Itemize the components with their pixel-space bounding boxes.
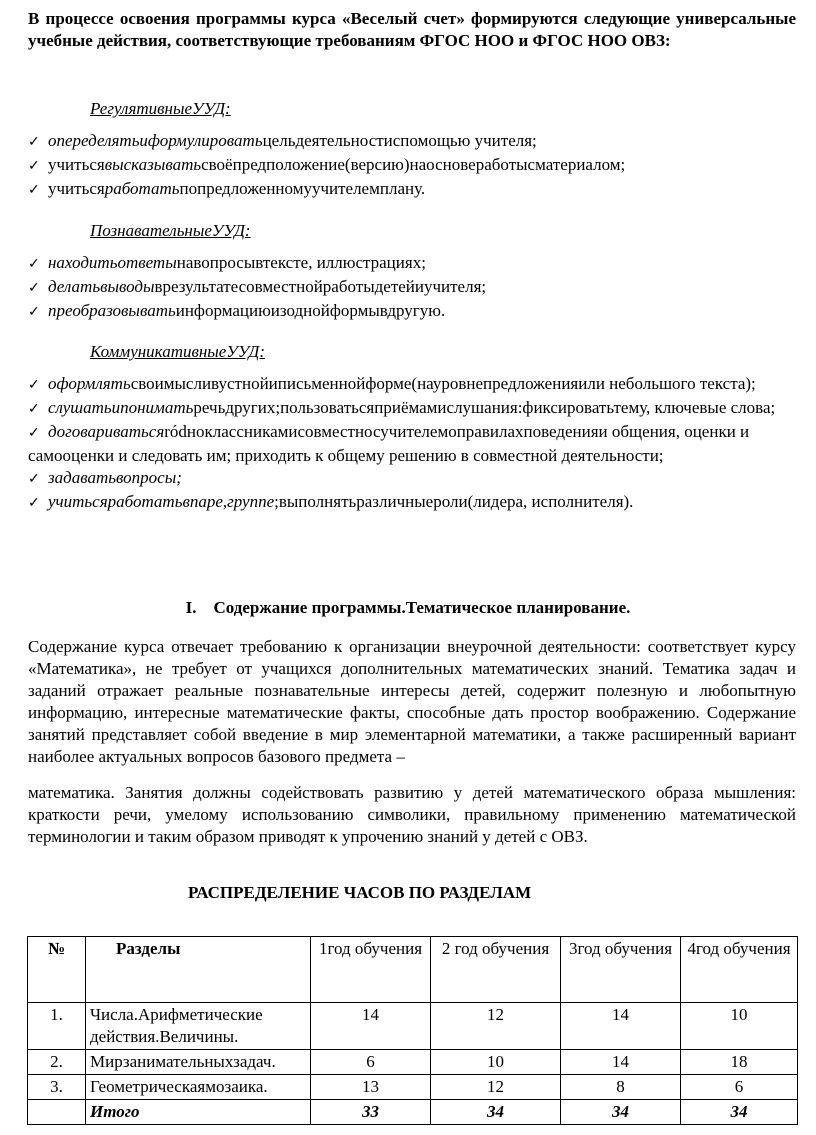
item-verb: учитьсяработатьвпаре,группе — [48, 492, 275, 511]
checkmark-icon: ✓ — [28, 472, 40, 487]
table-cell: 34 — [681, 1100, 798, 1125]
table-row — [28, 1075, 798, 1100]
item-text: учиться — [48, 179, 105, 198]
item-verb: работать — [104, 179, 180, 198]
item-text: ródноклассникамисовместносучителемоправилахповеденияи общения, оценки и самооценки и следовать им; приходить к общему решению в совместной деятельности; — [28, 422, 750, 465]
table-cell: 10 — [431, 1050, 561, 1075]
list-item — [28, 300, 796, 324]
table-cell: 10 — [681, 1003, 798, 1050]
item-text: цельдеятельностиспомощью учителя; — [262, 131, 537, 150]
table-cell: 12 — [431, 1075, 561, 1100]
item-text: врезультатесовместнойработыдетейиучителя; — [154, 277, 487, 296]
item-verb: задаватьвопросы; — [48, 468, 182, 487]
hours-table — [27, 936, 798, 1125]
table-cell: 8 — [561, 1075, 681, 1100]
table-cell: 33 — [311, 1100, 431, 1125]
table-title: РАСПРЕДЕЛЕНИЕ ЧАСОВ ПО РАЗДЕЛАМ — [188, 883, 532, 902]
table-cell: 34 — [431, 1100, 561, 1125]
section-heading — [0, 597, 816, 619]
item-text: речьдругих;пользоватьсяприёмамислушания:фиксироватьтему, ключевые слова; — [193, 398, 776, 417]
table-cell: 34 — [561, 1100, 681, 1125]
header-cell: № — [28, 937, 86, 1003]
table-header-row — [28, 937, 798, 1003]
table-cell: 12 — [431, 1003, 561, 1050]
table-cell: 6 — [311, 1050, 431, 1075]
item-text: попредложенномуучителемплану. — [179, 179, 426, 198]
checkmark-icon: ✓ — [28, 305, 40, 320]
item-verb: опеределятьиформулировать — [48, 131, 263, 150]
checkmark-icon: ✓ — [28, 496, 40, 511]
table-cell: 14 — [561, 1003, 681, 1050]
checkmark-icon: ✓ — [28, 426, 40, 441]
table-cell: 3. — [28, 1075, 86, 1100]
uud-list — [28, 252, 796, 324]
item-verb: договариваться — [48, 422, 165, 441]
item-verb: преобразовывать — [48, 301, 176, 320]
table-cell — [28, 1100, 86, 1125]
table-cell: 14 — [311, 1003, 431, 1050]
uud-list — [28, 373, 796, 515]
table-cell: 2. — [28, 1050, 86, 1075]
item-text: ;выполнятьразличныероли(лидера, исполнителя). — [274, 492, 634, 511]
table-cell: 18 — [681, 1050, 798, 1075]
table-cell: Геометрическаямозаика. — [86, 1075, 311, 1100]
table-row — [28, 1050, 798, 1075]
list-item — [28, 178, 796, 202]
uud-group-title: РегулятивныеУУД: — [90, 99, 231, 118]
uud-list — [28, 130, 796, 202]
list-item — [28, 373, 796, 397]
checkmark-icon: ✓ — [28, 159, 40, 174]
header-cell: 4год обучения — [681, 937, 798, 1003]
checkmark-icon: ✓ — [28, 281, 40, 296]
item-text: своёпредположение(версию)наосновеработысматериалом; — [201, 155, 626, 174]
list-item — [28, 397, 796, 421]
section-number: I. — [185, 598, 197, 617]
intro-paragraph: В процессе освоения программы курса «Веселый счет» формируются следующие универсальные учебные действия, соответствующие требованиям ФГОС НОО и ФГОС НОО ОВЗ: — [28, 9, 796, 50]
list-item — [28, 491, 796, 515]
checkmark-icon: ✓ — [28, 135, 40, 150]
table-cell: Итого — [86, 1100, 311, 1125]
checkmark-icon: ✓ — [28, 378, 40, 393]
uud-group-title: КоммуникативныеУУД: — [90, 342, 266, 361]
item-text: своимысливустнойиписьменнойформе(науровнепредложенияили небольшого текста); — [130, 374, 756, 393]
item-verb: слушатьипонимать — [48, 398, 194, 417]
list-item — [28, 467, 796, 491]
list-item — [28, 421, 796, 467]
content-paragraph-1: Содержание курса отвечает требованию к организации внеурочной деятельности: соответствует курсу «Математика», не требует от учащихся дополнительных математических знаний. Тематика задач и заданий отражает реальные познавательные интересы детей, содержит полезную и любопытную информацию, интересные математические факты, способные дать простор воображению. Содержание занятий представляет собой введение в мир элементарной математики, а также расширенный вариант наиболее актуальных вопросов базового предмета – — [28, 637, 796, 766]
list-item — [28, 130, 796, 154]
table-cell: 14 — [561, 1050, 681, 1075]
item-verb: делатьвыводы — [48, 277, 155, 296]
item-text: учиться — [48, 155, 105, 174]
content-paragraph-2: математика. Занятия должны содействовать развитию у детей математического образа мышления: краткости речи, умелому использованию символики, правильному применению математической терминологии и таким образом приводят к упрочению знаний у детей с ОВЗ. — [28, 783, 796, 846]
item-text: навопросывтексте, иллюстрациях; — [176, 253, 426, 272]
checkmark-icon: ✓ — [28, 183, 40, 198]
section-title: Содержание программы.Тематическое планирование. — [213, 598, 631, 617]
table-total-row — [28, 1100, 798, 1125]
header-cell: 1год обучения — [311, 937, 431, 1003]
list-item — [28, 276, 796, 300]
item-text: информациюизоднойформывдругую. — [175, 301, 446, 320]
checkmark-icon: ✓ — [28, 402, 40, 417]
table-row — [28, 1003, 798, 1050]
item-verb: оформлять — [48, 374, 131, 393]
table-cell: 13 — [311, 1075, 431, 1100]
checkmark-icon: ✓ — [28, 257, 40, 272]
uud-group-title: ПознавательныеУУД: — [90, 221, 251, 240]
header-cell: 2 год обучения — [431, 937, 561, 1003]
item-verb: высказывать — [104, 155, 202, 174]
table-cell: Мирзанимательныхзадач. — [86, 1050, 311, 1075]
table-cell: 1. — [28, 1003, 86, 1050]
header-cell: Разделы — [86, 937, 311, 1003]
list-item — [28, 154, 796, 178]
list-item — [28, 252, 796, 276]
table-cell: 6 — [681, 1075, 798, 1100]
header-cell: 3год обучения — [561, 937, 681, 1003]
table-cell: Числа.Арифметические действия.Величины. — [86, 1003, 311, 1050]
item-verb: находитьответы — [48, 253, 177, 272]
